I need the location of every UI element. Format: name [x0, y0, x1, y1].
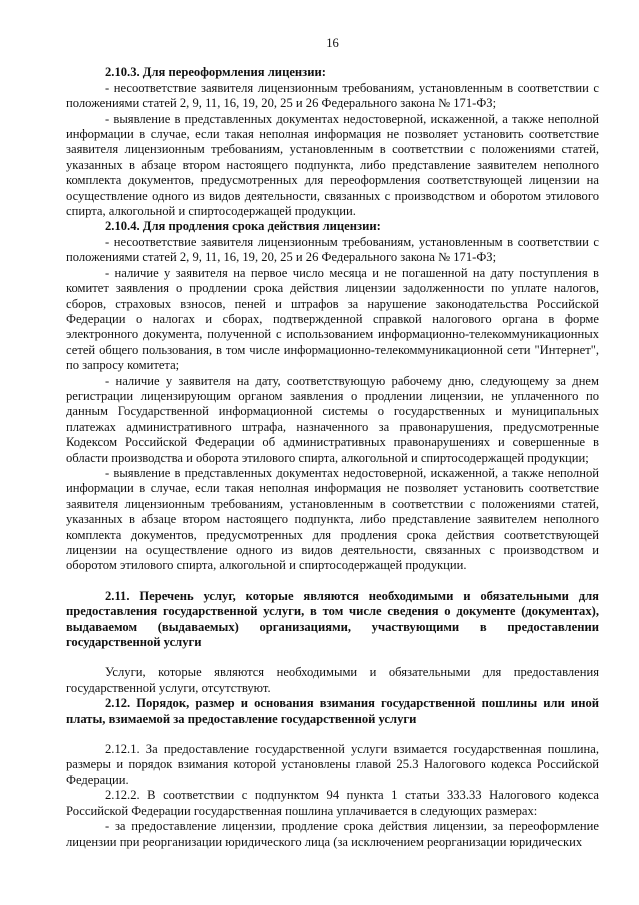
paragraph: Услуги, которые являются необходимыми и обязательными для предоставления государственной услуги, отсутствуют.	[66, 665, 599, 695]
section-2-12-heading: 2.12. Порядок, размер и основания взимания государственной пошлины или иной платы, взимаемой за предоставление государственной услуги	[66, 696, 599, 726]
paragraph: - несоответствие заявителя лицензионным требованиям, установленным в соответствии с положениями статей 2, 9, 11, 16, 19, 20, 25 и 26 Федерального закона № 171-ФЗ;	[66, 234, 599, 265]
section-2-10-4-heading: 2.10.4. Для продления срока действия лицензии:	[105, 219, 381, 234]
paragraph: - выявление в представленных документах недостоверной, искаженной, а также неполной информации в случае, если такая неполная информация не позволяет установить соответствие заявителя лицензионным требованиям, установленным в соответствии с положениями статей, указанных в абзаце втором настоящего подпункта, либо представление заявителем неполного комплекта документов, предусмотренных для продления срока действия соответствующей лицензии на осуществление одного из видов деятельности, связанных с производством и оборотом этилового спирта, алкогольной и спиртосодержащей продукции.	[66, 465, 599, 573]
section-2-11-heading: 2.11. Перечень услуг, которые являются необходимыми и обязательными для предоставления государственной услуги, в том числе сведения о документе (документах), выдаваемом (выдаваемых) организациями, участвующими в предоставлении государственной услуги	[66, 588, 599, 650]
paragraph: - наличие у заявителя на дату, соответствующую рабочему дню, следующему за днем регистрации лицензирующим органом заявления о продлении лицензии, не уплаченного по данным Государственной информационной системы о государственных и муниципальных платежах административного штрафа, назначенного за правонарушения, предусмотренные Кодексом Российской Федерации об административных правонарушениях и совершенные в области производства и оборота этилового спирта, алкогольной и спиртосодержащей продукции;	[66, 373, 599, 465]
paragraph: - наличие у заявителя на первое число месяца и не погашенной на дату поступления в комитет заявления о продлении срока действия лицензии задолженности по уплате налогов, сборов, страховых взносов, пеней и штрафов за нарушение законодательства Российской Федерации о налогах и сборах, подтвержденной справкой налогового органа в форме электронного документа, полученной с использованием информационно-телекоммуникационных сетей общего пользования, в том числе информационно-телекоммуникационной сети "Интернет", по запросу комитета;	[66, 265, 599, 373]
section-2-10-3-heading: 2.10.3. Для переоформления лицензии:	[105, 65, 326, 80]
page-number: 16	[326, 36, 339, 50]
paragraph: - несоответствие заявителя лицензионным требованиям, установленным в соответствии с положениями статей 2, 9, 11, 16, 19, 20, 25 и 26 Федерального закона № 171-ФЗ;	[66, 80, 599, 111]
paragraph: - выявление в представленных документах недостоверной, искаженной, а также неполной информации в случае, если такая неполная информация не позволяет установить соответствие заявителя лицензионным требованиям, установленным в соответствии с положениями статей, указанных в абзаце втором настоящего подпункта, либо представление заявителем неполного комплекта документов, предусмотренных для переоформления соответствующей лицензии на осуществление одного из видов деятельности, связанных с производством и оборотом этилового спирта, алкогольной и спиртосодержащей продукции.	[66, 111, 599, 219]
paragraph: 2.12.2. В соответствии с подпунктом 94 пункта 1 статьи 333.33 Налогового кодекса Российской Федерации государственная пошлина уплачивается в следующих размерах:	[66, 788, 599, 818]
paragraph: 2.12.1. За предоставление государственной услуги взимается государственная пошлина, размеры и порядок взимания которой установлены главой 25.3 Налогового кодекса Российской Федерации.	[66, 742, 599, 787]
paragraph: - за предоставление лицензии, продление срока действия лицензии, за переоформление лицензии при реорганизации юридического лица (за исключением реорганизации юридических	[66, 819, 599, 849]
